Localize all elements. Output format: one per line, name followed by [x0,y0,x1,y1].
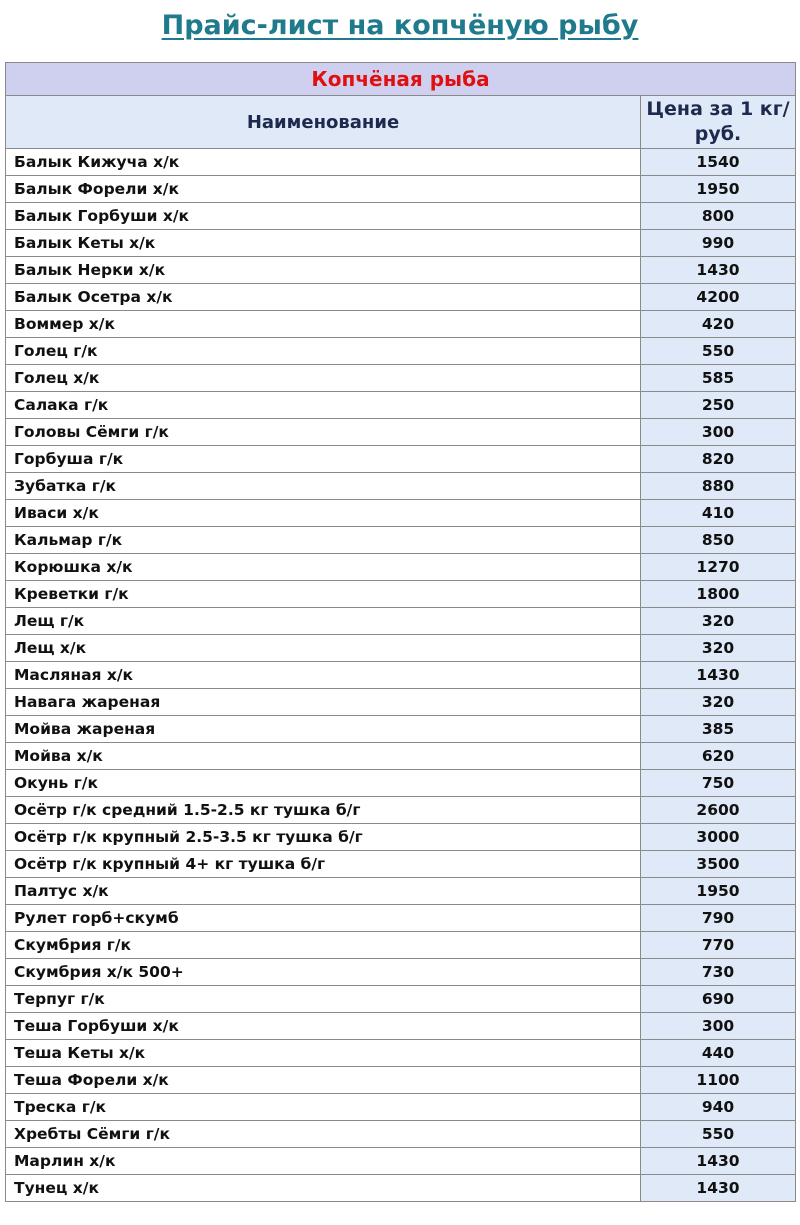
table-row [6,149,796,176]
item-name: Корюшка х/к [6,554,641,581]
item-price: 1540 [641,149,796,176]
page-title: Прайс-лист на копчёную рыбу [161,10,639,41]
item-price: 550 [641,1121,796,1148]
item-name: Балык Кеты х/к [6,230,641,257]
item-name: Иваси х/к [6,500,641,527]
item-price: 750 [641,770,796,797]
item-price: 4200 [641,284,796,311]
table-row [6,392,796,419]
table-row [6,527,796,554]
item-name: Скумбрия г/к [6,932,641,959]
item-name: Осётр г/к крупный 4+ кг тушка б/г [6,851,641,878]
table-row [6,905,796,932]
item-price: 770 [641,932,796,959]
table-row [6,311,796,338]
item-price: 800 [641,203,796,230]
item-name: Теша Кеты х/к [6,1040,641,1067]
item-price: 320 [641,689,796,716]
item-name: Креветки г/к [6,581,641,608]
item-name: Воммер х/к [6,311,641,338]
item-name: Осётр г/к крупный 2.5-3.5 кг тушка б/г [6,824,641,851]
item-price: 1270 [641,554,796,581]
item-price: 1430 [641,1175,796,1202]
item-name: Салака г/к [6,392,641,419]
item-price: 1430 [641,662,796,689]
item-name: Марлин х/к [6,1148,641,1175]
section-title: Копчёная рыба [6,63,796,96]
item-name: Лещ г/к [6,608,641,635]
item-price: 620 [641,743,796,770]
item-name: Палтус х/к [6,878,641,905]
table-row [6,1013,796,1040]
item-price: 820 [641,446,796,473]
item-price: 1430 [641,257,796,284]
item-price: 1950 [641,878,796,905]
item-name: Балык Горбуши х/к [6,203,641,230]
item-price: 880 [641,473,796,500]
item-name: Хребты Сёмги г/к [6,1121,641,1148]
table-row [6,284,796,311]
column-header-price: Цена за 1 кг/ руб. [641,96,796,149]
item-price: 585 [641,365,796,392]
item-price: 300 [641,1013,796,1040]
table-row [6,581,796,608]
table-row [6,635,796,662]
item-price: 690 [641,986,796,1013]
item-price: 1950 [641,176,796,203]
item-name: Кальмар г/к [6,527,641,554]
item-name: Тунец х/к [6,1175,641,1202]
table-row [6,176,796,203]
table-row [6,851,796,878]
table-row [6,1067,796,1094]
table-row [6,689,796,716]
table-row [6,554,796,581]
item-price: 320 [641,635,796,662]
table-row [6,878,796,905]
item-name: Теша Горбуши х/к [6,1013,641,1040]
item-price: 940 [641,1094,796,1121]
item-price: 410 [641,500,796,527]
section-header-row [6,63,796,96]
item-price: 250 [641,392,796,419]
table-row [6,419,796,446]
item-name: Теша Форели х/к [6,1067,641,1094]
table-row [6,1175,796,1202]
table-row [6,500,796,527]
item-price: 1430 [641,1148,796,1175]
table-row [6,1121,796,1148]
item-price: 550 [641,338,796,365]
item-name: Окунь г/к [6,770,641,797]
table-row [6,338,796,365]
item-price: 1100 [641,1067,796,1094]
item-name: Треска г/к [6,1094,641,1121]
item-name: Голец г/к [6,338,641,365]
item-name: Масляная х/к [6,662,641,689]
item-name: Голец х/к [6,365,641,392]
item-name: Мойва жареная [6,716,641,743]
table-row [6,230,796,257]
item-name: Головы Сёмги г/к [6,419,641,446]
table-row [6,770,796,797]
item-name: Горбуша г/к [6,446,641,473]
table-row [6,608,796,635]
item-price: 790 [641,905,796,932]
item-name: Рулет горб+скумб [6,905,641,932]
item-name: Зубатка г/к [6,473,641,500]
item-name: Мойва х/к [6,743,641,770]
item-price: 3000 [641,824,796,851]
column-header-name: Наименование [6,96,641,149]
table-row [6,932,796,959]
table-row [6,662,796,689]
table-row [6,824,796,851]
table-row [6,959,796,986]
table-row [6,797,796,824]
table-row [6,257,796,284]
table-row [6,473,796,500]
item-price: 850 [641,527,796,554]
item-price: 730 [641,959,796,986]
item-price: 2600 [641,797,796,824]
item-price: 385 [641,716,796,743]
table-row [6,1040,796,1067]
item-price: 420 [641,311,796,338]
price-table [5,62,796,1202]
item-price: 990 [641,230,796,257]
item-name: Терпуг г/к [6,986,641,1013]
item-name: Скумбрия х/к 500+ [6,959,641,986]
item-name: Осётр г/к средний 1.5-2.5 кг тушка б/г [6,797,641,824]
item-price: 3500 [641,851,796,878]
item-name: Балык Нерки х/к [6,257,641,284]
item-name: Балык Кижуча х/к [6,149,641,176]
item-name: Балык Форели х/к [6,176,641,203]
column-header-row [6,96,796,149]
table-row [6,446,796,473]
table-row [6,716,796,743]
price-table-body [6,149,796,1202]
item-name: Навага жареная [6,689,641,716]
table-row [6,1148,796,1175]
item-name: Балык Осетра х/к [6,284,641,311]
item-price: 440 [641,1040,796,1067]
item-price: 1800 [641,581,796,608]
table-row [6,986,796,1013]
item-price: 300 [641,419,796,446]
table-row [6,203,796,230]
table-row [6,365,796,392]
item-price: 320 [641,608,796,635]
item-name: Лещ х/к [6,635,641,662]
table-row [6,1094,796,1121]
table-row [6,743,796,770]
